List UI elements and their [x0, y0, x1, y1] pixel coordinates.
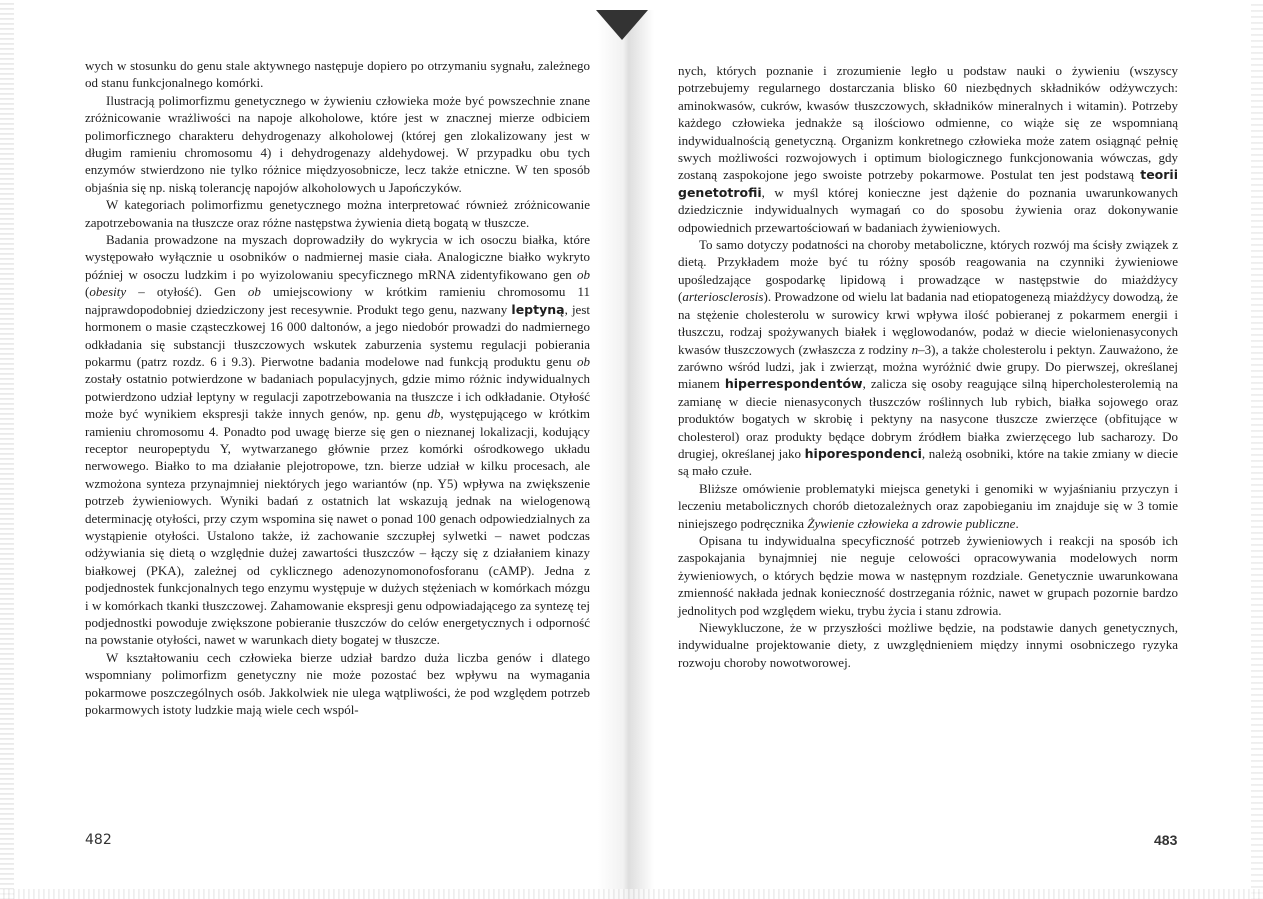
- page-number: 482: [85, 832, 112, 848]
- paragraph: To samo dotyczy podatności na choroby metaboliczne, których rozwój ma ścisły związek z dietą. Przykładem może być tu różny sposób reagowania na czynniki żywieniowe upośledzające gospodarkę lipidową i prowadzące w następstwie do miażdżycy (arteriosclerosis). Prowadzone od wielu lat badania nad etiopatogenezą miażdżycy dowodzą, że na stężenie cholesterolu w surowicy krwi wpływa ilość pobieranej z pokarmem energii i tłuszczu, rodzaj spożywanych białek i węglowodanów, podaż w diecie wielonienasyconych kwasów tłuszczowych (zwłaszcza z rodziny n–3), a także cholesterolu i pektyn. Zauważono, że zarówno wśród ludzi, jak i zwierząt, można wyróżnić dwie grupy. Do pierwszej, określanej mianem hiperrespondentów, zalicza się osoby reagujące silną hipercholesterolemią na zamianę w diecie nienasyconych tłuszczów roślinnych lub rybich, białka sojowego oraz produktów bogatych w skrobię i pektyny na nasycone tłuszcze zwierzęce (obfitujące w cholesterol) oraz produkty będące dobrym źródłem białka zwierzęcego lub sacharozy. Do drugiej, określanej jako hiporespondenci, należą osobniki, które na takie zmiany w diecie są mało czułe.: [678, 237, 1178, 479]
- gene-name: db: [427, 406, 441, 422]
- term-bold: hiporespondenci: [804, 445, 922, 461]
- book-title: Żywienie człowieka a zdrowie publiczne: [807, 515, 1016, 531]
- term-italic: arteriosclerosis: [682, 289, 764, 305]
- term-italic: n: [911, 341, 919, 357]
- paragraph: W kategoriach polimorfizmu genetycznego można interpretować również zróżnicowanie zapotrzebowania na tłuszcze oraz różne następstwa żywienia dietą bogatą w tłuszcze.: [85, 197, 590, 230]
- paragraph: nych, których poznanie i zrozumienie legło u podstaw nauki o żywieniu (wszyscy potrzebujemy regularnego dostarczania blisko 60 niezbędnych składników odżywczych: aminokwasów, cukrów, kwasów tłuszczowych, składników mineralnych i witamin). Potrzeby każdego człowieka jednakże są ilościowo odmienne, co wiąże się ze wspomnianą indywidualnością genetyczną. Organizm konkretnego człowieka może zatem osiągnąć pełnię swych możliwości rozwojowych i optimum biologicznego funkcjonowania wówczas, gdy zostaną zaspokojone jego swoiste potrzeby pokarmowe. Postulat ten jest podstawą teorii genetotrofii, w myśl której konieczne jest dążenie do poznania uwarunkowanych dziedzicznie indywidualnych wymagań co do sposobu żywienia oraz dokonywanie odpowiednich przewartościowań w badaniach żywieniowych.: [678, 63, 1178, 235]
- paragraph: Bliższe omówienie problematyki miejsca genetyki i genomiki w wyjaśnianiu przyczyn i leczeniu metabolicznych chorób dietozależnych oraz zapobieganiu im znajduje się w 3 tomie niniejszego podręcznika Żywienie człowieka a zdrowie publiczne.: [678, 480, 1178, 531]
- paragraph: Niewykluczone, że w przyszłości możliwe będzie, na podstawie danych genetycznych, indywidualne projektowanie diety, z uwzględnieniem między innymi osobniczego ryzyka rozwoju choroby nowotworowej.: [678, 620, 1178, 670]
- paragraph: W kształtowaniu cech człowieka bierze udział bardzo duża liczba genów i dlatego wspomniany polimorfizm genetyczny nie może pozostać bez wpływu na wymagania pokarmowe poszczególnych osób. Jakkolwiek nie ulega wątpliwości, że pod względem potrzeb pokarmowych istoty ludzkie mają wiele cech wspól-: [85, 649, 590, 718]
- term-italic: obesity: [89, 284, 127, 300]
- term-bold: teorii genetotrofii: [678, 167, 1178, 200]
- paragraph: Badania prowadzone na myszach doprowadziły do wykrycia w ich osoczu białka, które występowało wyłącznie u osobników o nadmiernej masie ciała. Analogiczne białko wykryto później w osoczu ludzkim i po wyizolowaniu specyficznego mRNA zidentyfikowano gen ob (obesity – otyłość). Gen ob umiejscowiony w krótkim ramieniu chromosomu 11 najprawdopodobniej dziedziczony jest recesywnie. Produkt tego genu, nazwany leptyną, jest hormonem o masie cząsteczkowej 16 000 daltonów, a jego niedobór prowadzi do nadmiernego odkładania się substancji tłuszczowych wskutek zaburzenia systemu regulacji pobierania pokarmu (patrz rozdz. 6 i 9.3). Pierwotne badania modelowe nad funkcją produktu genu ob zostały ostatnio potwierdzone w badaniach populacyjnych, gdzie mimo różnic indywidualnych potwierdzono udział leptyny w regulacji zapotrzebowania na tłuszcze i ich odkładanie. Otyłość może być wynikiem ekspresji także innych genów, np. genu db, występującego w krótkim ramieniu chromosomu 4. Ponadto pod uwagę bierze się gen o nieznanej lokalizacji, kodujący receptor neuropeptydu Y, wytwarzanego głównie przez komórki ośrodkowego układu nerwowego. Białko to ma działanie plejotropowe, tzn. bierze udział w kilku procesach, ale wzmożona synteza przynajmniej niektórych jego wariantów (np. Y5) wpływa na zwiększenie potrzeb żywieniowych. Wyniki badań z ostatnich lat wskazują jednak na wielogenową determinację otyłości, przy czym wspomina się nawet o ponad 100 genach odpowiedzialnych za wystąpienie otyłości. Ustalono także, iż zachowanie szczupłej sylwetki – nawet podczas odżywiania się dietą o względnie dużej zawartości tłuszczów – łączy się z działaniem kinazy białkowej (PKA), zależnej od cyklicznego adenozynomonofosforanu (cAMP). Jedna z podjednostek funkcjonalnych tego enzymu występuje w dużych stężeniach w komórkach mózgu i w komórkach tkanki tłuszczowej. Zahamowanie ekspresji genu odpowiadającego za syntezę tej podjednostki powoduje zwiększone pobieranie tłuszczów do celów energetycznych i odporność na powstanie otyłości, nawet w warunkach diety bogatej w tłuszcze.: [85, 232, 591, 648]
- term-bold: leptyną: [511, 301, 565, 317]
- paragraph: Ilustracją polimorfizmu genetycznego w żywieniu człowieka może być powszechnie znane zróżnicowanie wrażliwości na napoje alkoholowe, które jest w znacznej mierze odbiciem polimorficznego charakteru dehydrogenazy alkoholowej (której gen zlokalizowany jest w długim ramieniu chromosomu 4) i dehydrogenazy aldehydowej. W przypadku obu tych enzymów stwierdzono nie tylko różnice międzyosobnicze, lecz także etniczne. W ten sposób objaśnia się np. niską tolerancję napojów alkoholowych u Japończyków.: [85, 92, 590, 195]
- gene-name: ob: [247, 284, 261, 300]
- term-bold: hiperrespondentów: [724, 376, 863, 392]
- right-page-body: [678, 62, 1178, 671]
- right-page: [632, 0, 1263, 899]
- page-number: 483: [1154, 832, 1178, 848]
- gene-name: ob: [577, 266, 590, 282]
- paragraph: wych w stosunku do genu stale aktywnego następuje dopiero po otrzymaniu sygnału, zależnego od stanu funkcjonalnego komórki.: [85, 58, 590, 91]
- paragraph: Opisana tu indywidualna specyficzność potrzeb żywieniowych i reakcji na sposób ich zaspokajania bynajmniej nie neguje celowości opracowywania modelowych norm żywieniowych, o których będzie mowa w następnym rozdziale. Genetycznie uwarunkowana zmienność nakłada jednak konieczność dostrzegania różnic, nawet w grupach pozornie bardzo jednolitych pod względem wieku, trybu życia i stanu zdrowia.: [678, 532, 1178, 618]
- left-page-body: [85, 57, 590, 718]
- gene-name: ob: [577, 353, 590, 369]
